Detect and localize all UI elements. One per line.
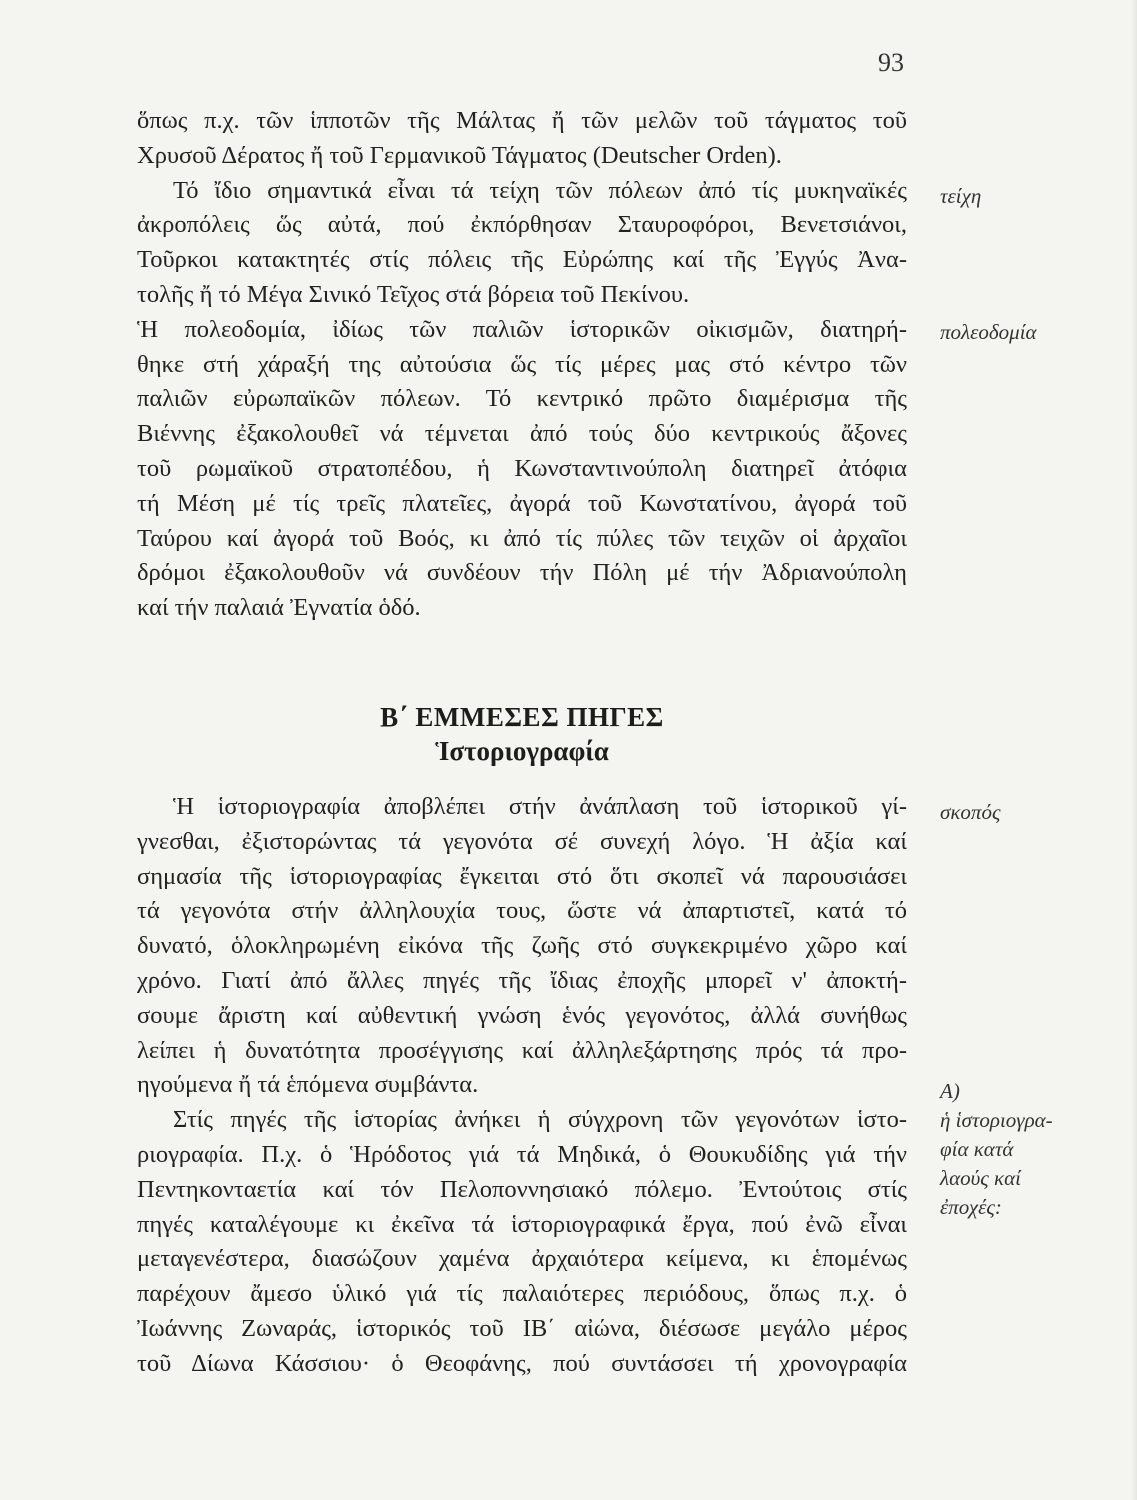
text-line: θηκε στή χάραξή της αὐτούσια ὥς τίς μέρες μας στό κέντρο τῶν	[137, 350, 907, 378]
text-line: δυνατό, ὁλοκληρωμένη εἰκόνα τῆς ζωῆς στό συγκεκριμένο χῶρο καί	[137, 932, 907, 960]
text-line: καί τήν παλαιά Ἐγνατία ὁδό.	[137, 594, 421, 622]
scan-edge-shadow	[1131, 0, 1137, 1500]
text-line: ριογραφία. Π.χ. ὁ Ἡρόδοτος γιά τά Μηδικά, ὁ Θουκυδίδης γιά τήν	[137, 1140, 907, 1168]
text-line: παλιῶν εὐρωπαϊκῶν πόλεων. Τό κεντρικό πρῶτο διαμέρισμα τῆς	[137, 385, 907, 413]
text-line: Τοῦρκοι κατακτητές στίς πόλεις τῆς Εὐρώπης καί τῆς Ἐγγύς Ἀνα-	[137, 246, 907, 274]
text-line: ἀκροπόλεις ὥς αὐτά, πού ἐκπόρθησαν Σταυροφόροι, Βενετσιάνοι,	[137, 211, 907, 239]
text-line: χρόνο. Γιατί ἀπό ἄλλες πηγές τῆς ἴδιας ἐποχῆς μπορεῖ ν' ἀποκτή-	[137, 966, 907, 994]
text-line: Στίς πηγές τῆς ἱστορίας ἀνήκει ἡ σύγχρονη τῶν γεγονότων ἱστο-	[173, 1106, 907, 1134]
margin-note-label: Α)	[940, 1079, 960, 1103]
text-line: γνεσθαι, ἐξιστορώντας τά γεγονότα σέ συνεχή λόγο. Ἡ ἀξία καί	[137, 827, 907, 855]
text-line: Ἡ πολεοδομία, ἰδίως τῶν παλιῶν ἱστορικῶν οἰκισμῶν, διατηρή-	[137, 315, 907, 343]
text-line: τοῦ ρωμαϊκοῦ στρατοπέδου, ἡ Κωνσταντινούπολη διατηρεῖ ἀτόφια	[137, 454, 907, 482]
page-number: 93	[878, 48, 904, 77]
text-line: λείπει ἡ δυνατότητα προσέγγισης καί ἀλληλεξάρτησης πρός τά προ-	[137, 1036, 907, 1064]
text-line: ὅπως π.χ. τῶν ἱπποτῶν τῆς Μάλτας ἤ τῶν μελῶν τοῦ τάγματος τοῦ	[137, 107, 907, 134]
text-line: Χρυσοῦ Δέρατος ἤ τοῦ Γερμανικοῦ Τάγματος (Deutscher Orden).	[137, 141, 782, 169]
paragraph-walls-and-urbanism	[137, 104, 907, 626]
text-line: τοῦ Δίωνα Κάσσιου· ὁ Θεοφάνης, πού συντάσσει τή χρονογραφία	[137, 1349, 907, 1377]
text-line: πηγές καταλέγουμε κι ἐκεῖνα τά ἱστοριογραφικά ἔργα, πού ἐνῶ εἶναι	[137, 1210, 907, 1238]
section-title: Β΄ ΕΜΜΕΣΕΣ ΠΗΓΕΣ	[380, 702, 664, 732]
paragraph-historiography	[137, 790, 907, 1382]
text-line: Ταύρου καί ἀγορά τοῦ Βοός, κι ἀπό τίς πύλες τῶν τειχῶν οἱ ἀρχαῖοι	[137, 524, 907, 552]
text-line: Ἰωάννης Ζωναράς, ἱστορικός τοῦ ΙΒ΄ αἰώνα, διέσωσε μεγάλο μέρος	[137, 1314, 907, 1342]
text-line: Τό ἴδιο σημαντικά εἶναι τά τείχη τῶν πόλεων ἀπό τίς μυκηναϊκές	[173, 176, 907, 204]
margin-note-line: ἐποχές:	[940, 1195, 1002, 1219]
text-line: Βιέννης ἐξακολουθεῖ νά τέμνεται ἀπό τούς δύο κεντρικούς ἄξονες	[137, 420, 907, 448]
text-line: σουμε ἄριστη καί αὐθεντική γνώση ἑνός γεγονότος, ἀλλά συνήθως	[137, 1001, 907, 1029]
section-subtitle: Ἱστοριογραφία	[435, 736, 609, 766]
text-line: Ἡ ἱστοριογραφία ἀποβλέπει στήν ἀνάπλαση τοῦ ἱστορικοῦ γί-	[173, 793, 907, 820]
margin-note-walls: τείχη	[940, 184, 982, 208]
margin-note-line: λαούς καί	[940, 1166, 1021, 1190]
margin-note-urbanism: πολεοδομία	[940, 320, 1037, 344]
text-line: τολῆς ἤ τό Μέγα Σινικό Τεῖχος στά βόρεια τοῦ Πεκίνου.	[137, 280, 690, 308]
text-line: μεταγενέστερα, διασώζουν χαμένα ἀρχαιότερα κείμενα, κι ἑπομένως	[137, 1245, 907, 1273]
text-line: τά γεγονότα στήν ἀλληλουχία τους, ὥστε νά ἀπαρτιστεῖ, κατά τό	[137, 897, 907, 925]
text-line: Πεντηκονταετία καί τόν Πελοποννησιακό πόλεμο. Ἐντούτοις στίς	[137, 1175, 907, 1203]
text-line: δρόμοι ἐξακολουθοῦν νά συνδέουν τήν Πόλη μέ τήν Ἀδριανούπολη	[137, 559, 907, 587]
margin-note-section-a	[940, 1077, 1053, 1222]
text-line: ηγούμενα ἤ τά ἑπόμενα συμβάντα.	[137, 1071, 479, 1099]
margin-note-line: ἡ ἱστοριογρα-	[940, 1108, 1053, 1132]
text-line: σημασία τῆς ἱστοριογραφίας ἔγκειται στό ὅτι σκοπεῖ νά παρουσιάσει	[137, 862, 907, 890]
margin-note-purpose: σκοπός	[940, 800, 1001, 824]
text-line: παρέχουν ἄμεσο ὑλικό γιά τίς παλαιότερες περιόδους, ὅπως π.χ. ὁ	[137, 1280, 907, 1308]
text-line: τή Μέση μέ τίς τρεῖς πλατεῖες, ἀγορά τοῦ Κωνστατίνου, ἀγορά τοῦ	[137, 489, 907, 517]
margin-note-line: φία κατά	[940, 1137, 1014, 1161]
